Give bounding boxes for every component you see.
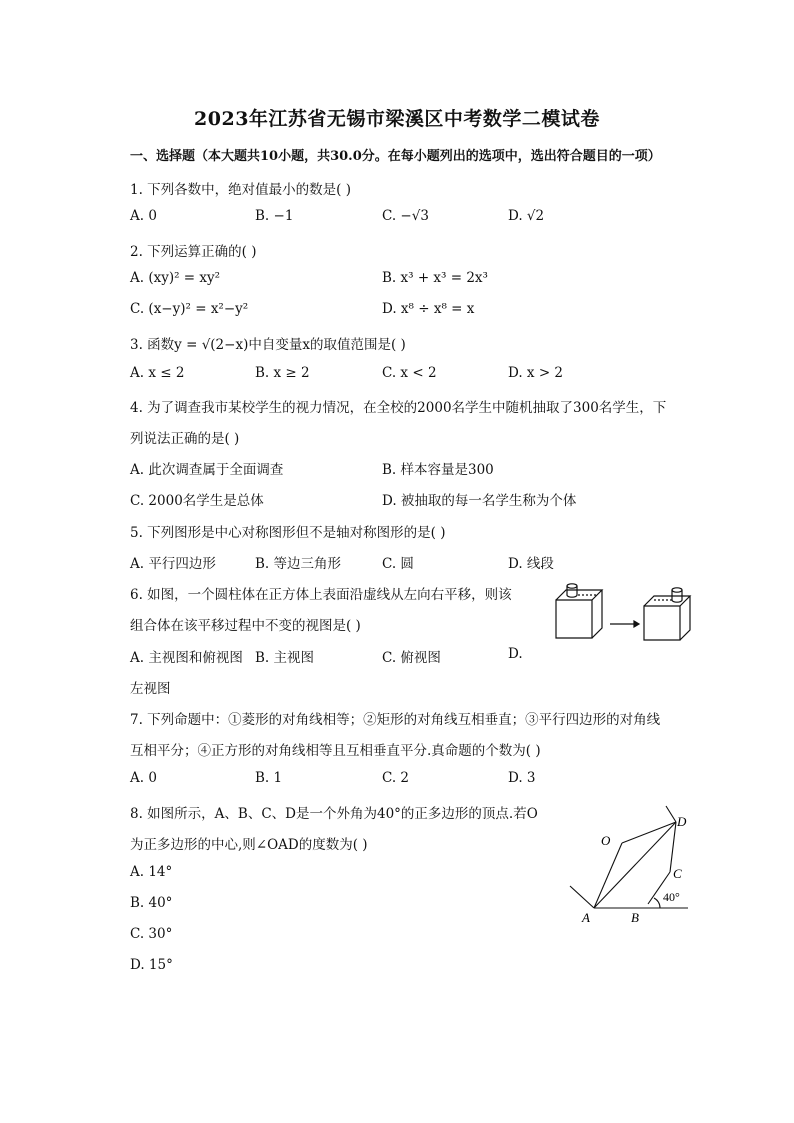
label-d: D xyxy=(677,814,687,829)
question-8-stem-cont: 为正多边形的中心,则∠OAD的度数为( ) xyxy=(130,837,368,853)
q6-option-d[interactable]: D. xyxy=(508,646,523,662)
q8-option-b[interactable]: B. 40° xyxy=(130,895,173,911)
label-angle-40: 40° xyxy=(663,890,680,904)
q8-option-a[interactable]: A. 14° xyxy=(130,864,173,880)
q8-option-c[interactable]: C. 30° xyxy=(130,926,173,942)
q1-option-b[interactable]: B. −1 xyxy=(255,208,294,224)
section-heading: 一、选择题（本大题共10小题，共30.0分。在每小题列出的选项中，选出符合题目的一项） xyxy=(130,149,661,164)
q4-option-a[interactable]: A. 此次调查属于全面调查 xyxy=(130,462,284,478)
q2-option-d[interactable]: D. x⁸ ÷ x⁸ = x xyxy=(382,301,475,317)
question-5-stem: 5. 下列图形是中心对称图形但不是轴对称图形的是( ) xyxy=(130,525,446,541)
question-7-stem: 7. 下列命题中：①菱形的对角线相等；②矩形的对角线互相垂直；③平行四边形的对角线 xyxy=(130,712,661,728)
question-8-stem: 8. 如图所示，A、B、C、D是一个外角为40°的正多边形的顶点.若O xyxy=(130,806,538,822)
q5-option-a[interactable]: A. 平行四边形 xyxy=(130,556,216,572)
q8-option-d[interactable]: D. 15° xyxy=(130,957,173,973)
q1-option-c[interactable]: C. −√3 xyxy=(382,208,429,224)
q4-option-c[interactable]: C. 2000名学生是总体 xyxy=(130,493,264,509)
q6-option-a[interactable]: A. 主视图和俯视图 xyxy=(130,650,243,666)
q6-option-c[interactable]: C. 俯视图 xyxy=(382,650,441,666)
q2-option-b[interactable]: B. x³ + x³ = 2x³ xyxy=(382,270,488,286)
q3-option-c[interactable]: C. x < 2 xyxy=(382,365,437,381)
q5-option-c[interactable]: C. 圆 xyxy=(382,556,414,572)
q6-option-b[interactable]: B. 主视图 xyxy=(255,650,315,666)
question-1-stem: 1. 下列各数中，绝对值最小的数是( ) xyxy=(130,182,351,198)
q4-option-b[interactable]: B. 样本容量是300 xyxy=(382,462,494,478)
question-2-stem: 2. 下列运算正确的( ) xyxy=(130,244,257,260)
label-a: A xyxy=(582,910,590,924)
q7-option-a[interactable]: A. 0 xyxy=(130,770,157,786)
q3-option-b[interactable]: B. x ≥ 2 xyxy=(255,365,310,381)
q5-option-b[interactable]: B. 等边三角形 xyxy=(255,556,342,572)
q5-option-d[interactable]: D. 线段 xyxy=(508,556,554,572)
q3-option-d[interactable]: D. x > 2 xyxy=(508,365,564,381)
question-4-stem-cont: 列说法正确的是( ) xyxy=(130,431,240,447)
page-title: 2023年江苏省无锡市梁溪区中考数学二模试卷 xyxy=(194,108,600,130)
q7-option-c[interactable]: C. 2 xyxy=(382,770,410,786)
q1-option-a[interactable]: A. 0 xyxy=(130,208,157,224)
q6-option-d-text[interactable]: 左视图 xyxy=(130,681,171,697)
question-6-stem: 6. 如图，一个圆柱体在正方体上表面沿虚线从左向右平移，则该 xyxy=(130,587,512,603)
question-3-stem: 3. 函数y = √(2−x)中自变量x的取值范围是( ) xyxy=(130,337,406,353)
question-4-stem: 4. 为了调查我市某校学生的视力情况，在全校的2000名学生中随机抽取了300名学生，下 xyxy=(130,400,667,416)
q7-option-d[interactable]: D. 3 xyxy=(508,770,536,786)
q4-option-d[interactable]: D. 被抽取的每一名学生称为个体 xyxy=(382,493,577,509)
label-c: C xyxy=(673,866,682,881)
figure-6-cube-cylinder xyxy=(552,578,697,642)
question-7-stem-cont: 互相平分；④正方形的对角线相等且互相垂直平分.真命题的个数为( ) xyxy=(130,743,541,759)
label-o: O xyxy=(601,833,611,848)
q1-option-d[interactable]: D. √2 xyxy=(508,208,545,224)
question-6-stem-cont: 组合体在该平移过程中不变的视图是( ) xyxy=(130,618,361,634)
label-b: B xyxy=(631,910,639,924)
q3-option-a[interactable]: A. x ≤ 2 xyxy=(130,365,185,381)
q7-option-b[interactable]: B. 1 xyxy=(255,770,283,786)
figure-8-polygon xyxy=(560,798,700,924)
q2-option-a[interactable]: A. (xy)² = xy² xyxy=(130,270,221,286)
q2-option-c[interactable]: C. (x−y)² = x²−y² xyxy=(130,301,249,317)
